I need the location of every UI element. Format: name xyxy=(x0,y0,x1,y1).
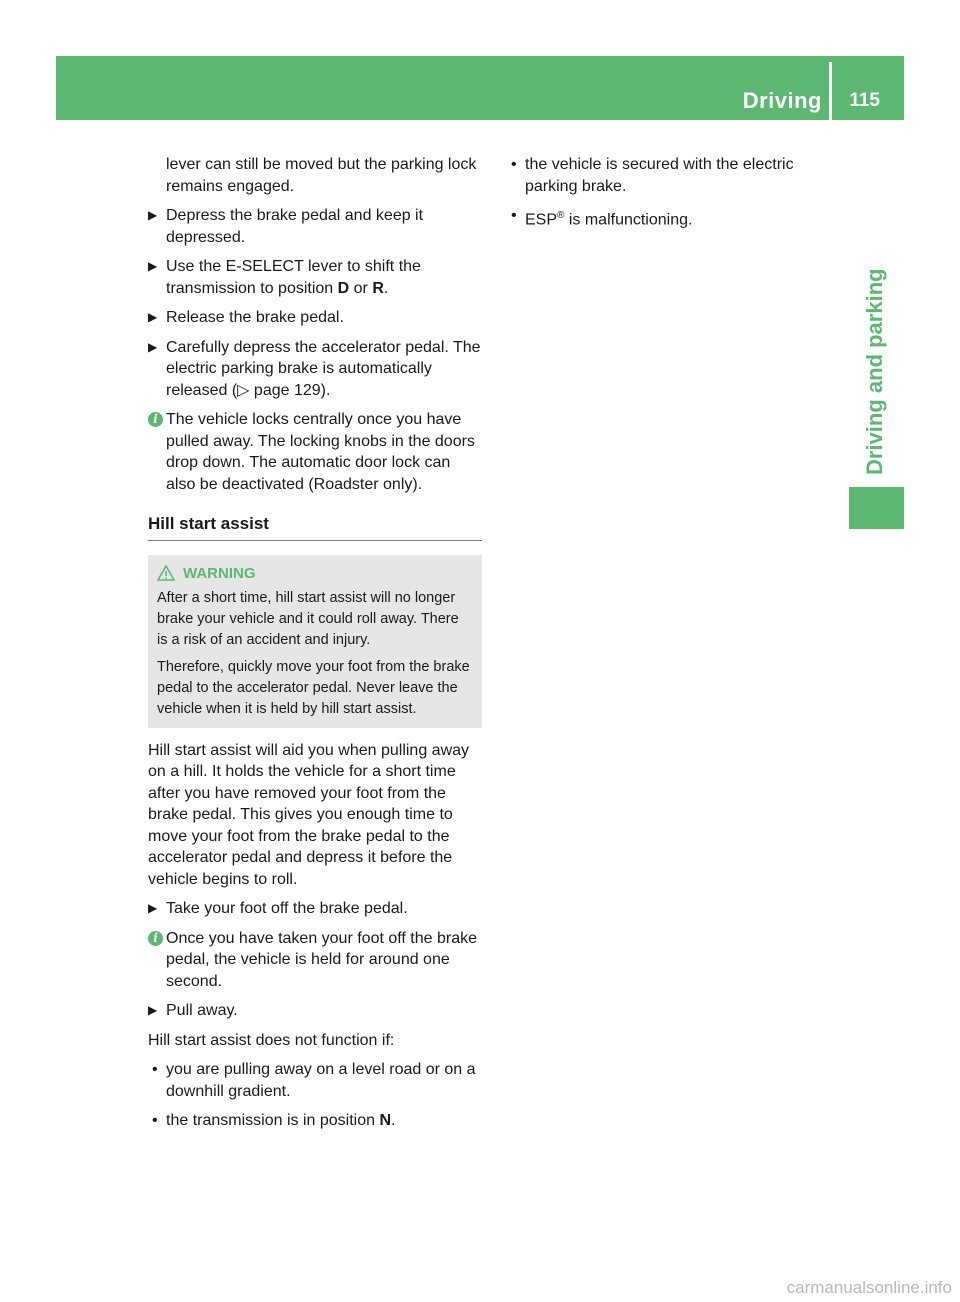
step-arrow-icon: ▶ xyxy=(148,901,158,915)
step-item: ▶ Pull away. xyxy=(148,1000,482,1022)
section-title: Driving xyxy=(742,88,822,113)
info-icon: i xyxy=(148,931,163,946)
warning-box xyxy=(148,555,482,728)
body-text: Hill start assist will aid you when pulling away on a hill. It holds the vehicle for a short time after you have removed your foot from the brake pedal. This gives you enough time to move your foot from the brake pedal to the accelerator pedal and depress it before the vehicle begins to roll. xyxy=(148,741,470,888)
step-arrow-icon: ▶ xyxy=(148,208,158,222)
list-item: • you are pulling away on a level road or on a downhill gradient. xyxy=(152,1061,476,1100)
watermark: carmanualsonline.info xyxy=(786,1278,952,1297)
page-number: 115 xyxy=(849,90,880,111)
info-note: i The vehicle locks centrally once you have pulled away. The locking knobs in the doors drop down. The automatic door lock can also be deactivated (Roadster only). xyxy=(148,409,482,495)
step-arrow-icon: ▶ xyxy=(148,310,158,324)
info-note: i Once you have taken your foot off the brake pedal, the vehicle is held for around one second. xyxy=(148,928,482,993)
warning-title: WARNING xyxy=(157,563,473,584)
header-bar xyxy=(56,56,904,120)
step-item: ▶ Use the E-SELECT lever to shift the transmission to position D or R. xyxy=(148,258,421,297)
info-icon: i xyxy=(148,412,163,427)
right-column xyxy=(507,154,817,239)
step-item: ▶ Release the brake pedal. xyxy=(148,307,482,329)
step-item: ▶ Depress the brake pedal and keep it depressed. xyxy=(148,207,424,246)
step-item: ▶ Take your foot off the brake pedal. xyxy=(148,898,482,920)
bullet-icon: • xyxy=(152,1112,158,1129)
page-ref-arrow-icon: ▷ xyxy=(237,381,250,399)
left-column xyxy=(148,154,482,1140)
header-separator xyxy=(829,62,832,120)
body-text: Hill start assist does not function if: xyxy=(148,1031,395,1049)
warning-text: After a short time, hill start assist will no longer brake your vehicle and it could roll away. There is a risk of an accident and injury. xyxy=(157,589,459,648)
section-heading: Hill start assist xyxy=(148,513,482,541)
warning-text: Therefore, quickly move your foot from the brake pedal to the accelerator pedal. Never leave the vehicle when it is held by hill start assist. xyxy=(157,658,470,717)
list-item: • the vehicle is secured with the electric parking brake. xyxy=(511,156,794,195)
step-item: ▶ Carefully depress the accelerator pedal. The electric parking brake is automatically released (▷ page 129). xyxy=(148,338,481,399)
list-item: • the transmission is in position N. xyxy=(148,1110,482,1132)
step-arrow-icon: ▶ xyxy=(148,339,158,354)
list-item: • ESP® is malfunctioning. xyxy=(511,207,693,229)
step-arrow-icon: ▶ xyxy=(148,1003,158,1017)
continued-text: lever can still be moved but the parking lock remains engaged. xyxy=(166,156,477,195)
page-reference-link[interactable]: page 129). xyxy=(249,381,331,399)
bullet-icon: • xyxy=(152,1061,158,1078)
bullet-icon: • xyxy=(511,207,517,224)
side-tab-label: Driving and parking xyxy=(862,268,887,475)
step-arrow-icon: ▶ xyxy=(148,259,158,273)
bullet-icon: • xyxy=(511,156,517,173)
side-tab-marker xyxy=(849,487,904,529)
warning-triangle-icon xyxy=(157,565,175,581)
